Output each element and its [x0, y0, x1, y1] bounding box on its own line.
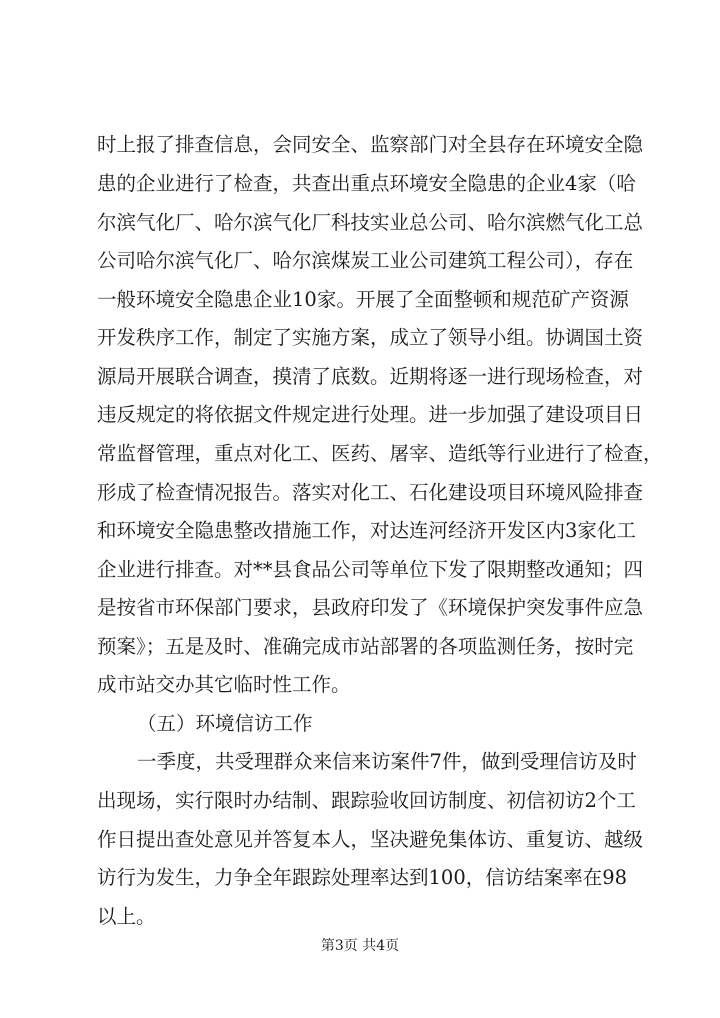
paragraph-line: 出现场，实行限时办结制、跟踪验收回访制度、初信初访2个工 [97, 789, 636, 812]
paragraph-line: 以上。 [97, 905, 156, 928]
paragraph-line: 公司哈尔滨气化厂、哈尔滨煤炭工业公司建筑工程公司），存在 [97, 249, 634, 272]
paragraph-line: 违反规定的将依据文件规定进行处理。进一步加强了建设项目日 [97, 403, 644, 426]
paragraph-line: 患的企业进行了检查，共查出重点环境安全隐患的企业4家（哈 [97, 172, 636, 195]
paragraph-line: 开发秩序工作，制定了实施方案，成立了领导小组。协调国土资 [97, 326, 644, 349]
paragraph-line: 和环境安全隐患整改措施工作，对达连河经济开发区内3家化工 [97, 519, 636, 542]
paragraph-line: 作日提出查处意见并答复本人，坚决避免集体访、重复访、越级 [97, 828, 644, 851]
paragraph-line: 时上报了排查信息，会同安全、监察部门对全县存在环境安全隐 [97, 133, 644, 156]
page-number-footer: 第3页 共4页 [320, 938, 400, 954]
paragraph-line: 访行为发生，力争全年跟踪处理率达到100，信访结案率在98 [97, 866, 628, 889]
paragraph-line: 企业进行排查。对**县食品公司等单位下发了限期整改通知；四 [97, 558, 644, 581]
paragraph-line: 一般环境安全隐患企业10家。开展了全面整顿和规范矿产资源 [97, 288, 629, 311]
paragraph-line: 是按省市环保部门要求，县政府印发了《环境保护突发事件应急 [97, 596, 644, 619]
paragraph-line: 成市站交办其它临时性工作。 [97, 673, 351, 696]
paragraph-line: 常监督管理，重点对化工、医药、屠宰、造纸等行业进行了检查， [97, 442, 663, 465]
paragraph-line: 尔滨气化厂、哈尔滨气化厂科技实业总公司、哈尔滨燃气化工总 [97, 211, 644, 234]
paragraph-line: 预案》；五是及时、准确完成市站部署的各项监测任务，按时完 [97, 635, 634, 658]
paragraph-line: 形成了检查情况报告。落实对化工、石化建设项目环境风险排查 [97, 481, 644, 504]
section-heading: （五）环境信访工作 [137, 712, 313, 735]
paragraph-line: 一季度，共受理群众来信来访案件7件，做到受理信访及时 [137, 750, 637, 773]
paragraph-line: 源局开展联合调查，摸清了底数。近期将逐一进行现场检查，对 [97, 365, 644, 388]
